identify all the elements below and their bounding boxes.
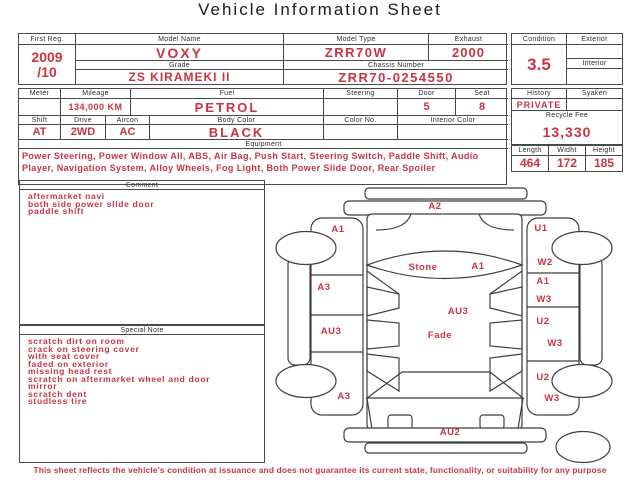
interior-value	[567, 69, 622, 84]
comment-box	[19, 180, 265, 325]
equipment-value: Power Steering, Power Window All, ABS, Air Bag, Push Start, Steering Switch, Paddle Shift, Audio Player, Navigation System, Alloy Wheels, Fog Light, Both Power Slide Door, Rear Spoiler	[22, 151, 479, 173]
first-reg-value	[19, 45, 76, 85]
interior-label: Interior	[567, 59, 622, 69]
grade-label: Grade	[76, 61, 284, 70]
interior-color-label: Interior Color	[398, 116, 508, 125]
front-right-wheel	[552, 232, 612, 265]
damage-mark-a1-right: A1	[536, 276, 550, 287]
condition-value: 3.5	[512, 45, 567, 84]
width-value: 172	[549, 156, 586, 171]
drive-label: Drive	[61, 116, 106, 125]
body-color-label: Body Color	[150, 116, 324, 125]
condition-panel	[511, 33, 623, 85]
comment-label: Comment	[20, 181, 264, 190]
syaken-label: Syaken	[567, 89, 622, 99]
damage-mark-au3-roof: AU3	[447, 306, 469, 317]
special-note-line: missing head rest	[28, 366, 113, 376]
fuel-label: Fuel	[131, 89, 324, 99]
damage-mark-w2: W2	[537, 257, 553, 268]
special-note-label: Special Note	[20, 326, 264, 335]
model-name-value: VOXY	[76, 45, 284, 61]
model-type-label: Model Type	[284, 34, 429, 45]
steering-label: Steering	[324, 89, 398, 99]
front-lip	[365, 188, 527, 199]
exterior-label: Exterior	[567, 34, 622, 45]
chassis-number-value: ZRR70-0254550	[338, 70, 454, 85]
seat-value: 8	[456, 99, 508, 116]
mileage-label: Mileage	[61, 89, 131, 99]
dimensions-panel	[511, 145, 623, 172]
front-bumper	[344, 201, 546, 215]
special-note-box	[19, 325, 265, 463]
special-note-line: scratch on aftermarket wheel and door	[28, 373, 211, 384]
seat-label: Seat	[456, 89, 508, 99]
first-reg-year: 2009	[31, 49, 63, 65]
special-note-content	[28, 338, 260, 458]
damage-mark-u2-right-rear: U2	[536, 372, 550, 383]
grade-value: ZS KIRAMEKI II	[76, 70, 284, 85]
aircon-value: AC	[106, 125, 150, 140]
steering-value	[324, 99, 398, 116]
comment-line: paddle shift	[28, 206, 85, 216]
damage-mark-u2-right: U2	[536, 316, 550, 327]
identity-table	[18, 33, 507, 85]
front-left-wheel	[276, 232, 336, 265]
model-name-label: Model Name	[76, 34, 284, 45]
history-label: History	[512, 89, 567, 99]
aircon-label: Aircon	[106, 116, 150, 125]
recycle-fee-value: 13,330	[542, 124, 592, 140]
drive-value: 2WD	[61, 125, 106, 140]
comment-content	[28, 193, 260, 321]
history-value: PRIVATE	[512, 99, 567, 111]
damage-mark-a1-windshield: A1	[471, 261, 485, 272]
special-note-line: studless tire	[28, 396, 88, 406]
special-note-line: with seat cover	[28, 351, 100, 361]
rear-lip	[365, 443, 527, 453]
rear-left-wheel	[276, 365, 336, 398]
damage-mark-w3-right-mid: W3	[547, 338, 563, 349]
model-type-value: ZRR70W	[284, 45, 429, 61]
shift-value: AT	[19, 125, 61, 140]
equipment-label: Equipment	[19, 140, 508, 149]
length-value: 464	[512, 156, 549, 171]
condition-label: Condition	[512, 34, 567, 45]
car-condition-diagram	[268, 185, 628, 467]
damage-mark-a1-left-fender: A1	[331, 224, 345, 235]
shift-label: Shift	[19, 116, 61, 125]
right-rocker-strip	[580, 257, 602, 365]
exhaust-label: Exhaust	[429, 34, 508, 45]
damage-mark-u1: U1	[534, 223, 548, 234]
special-note-line: crack on steering cover	[28, 343, 140, 354]
rear-right-wheel	[552, 365, 612, 398]
first-reg-label: First Reg.	[19, 34, 76, 45]
damage-mark-w3-right-rear: W3	[544, 393, 560, 404]
disclaimer: This sheet reflects the vehicle's condition at issuance and does not guarantee its current state, functionality, or suitability for any purpose	[33, 465, 607, 475]
damage-mark-stone: Stone	[408, 262, 438, 273]
door-value: 5	[398, 99, 456, 116]
meter-label: Meter	[19, 89, 61, 99]
history-panel	[511, 88, 623, 145]
meter-value	[19, 99, 61, 116]
special-note-line: scratch dirt on room	[28, 338, 125, 346]
body-color-value: BLACK	[150, 125, 324, 140]
recycle-fee-label: Recycle Fee	[545, 112, 589, 119]
color-no-value	[324, 125, 398, 140]
door-label: Door	[398, 89, 456, 99]
left-rocker-strip	[288, 257, 310, 365]
spare-tire	[556, 432, 610, 463]
mileage-value: 134,000 KM	[61, 99, 131, 116]
comment-line: both side power slide door	[28, 198, 155, 209]
page-title: Vehicle Information Sheet	[198, 0, 442, 19]
special-note-line: scratch dent	[28, 388, 87, 399]
height-label: Height	[586, 146, 622, 156]
comment-line: aftermarket navi	[28, 193, 105, 201]
damage-mark-w3-right-upper: W3	[536, 294, 552, 305]
exhaust-value: 2000	[429, 45, 508, 61]
damage-mark-au2: AU2	[439, 427, 461, 438]
exterior-value	[567, 45, 622, 59]
height-value: 185	[593, 156, 615, 170]
length-label: Length	[512, 146, 549, 156]
chassis-number-label: Chassis Number	[284, 61, 508, 70]
syaken-value	[567, 99, 622, 111]
specs-table	[18, 88, 507, 185]
special-note-line: faded on exterior	[28, 358, 109, 369]
interior-color-value	[398, 125, 508, 140]
damage-mark-a2: A2	[428, 201, 442, 212]
damage-mark-fade: Fade	[427, 330, 453, 341]
color-no-label: Color No.	[324, 116, 398, 125]
damage-mark-au3-left: AU3	[320, 326, 342, 337]
damage-mark-a3-left-rear: A3	[337, 391, 351, 402]
width-label: Widht	[549, 146, 586, 156]
special-note-line: mirror	[28, 381, 58, 391]
fuel-value: PETROL	[131, 99, 324, 116]
damage-mark-a3-left: A3	[317, 282, 331, 293]
first-reg-month: /10	[37, 64, 57, 80]
